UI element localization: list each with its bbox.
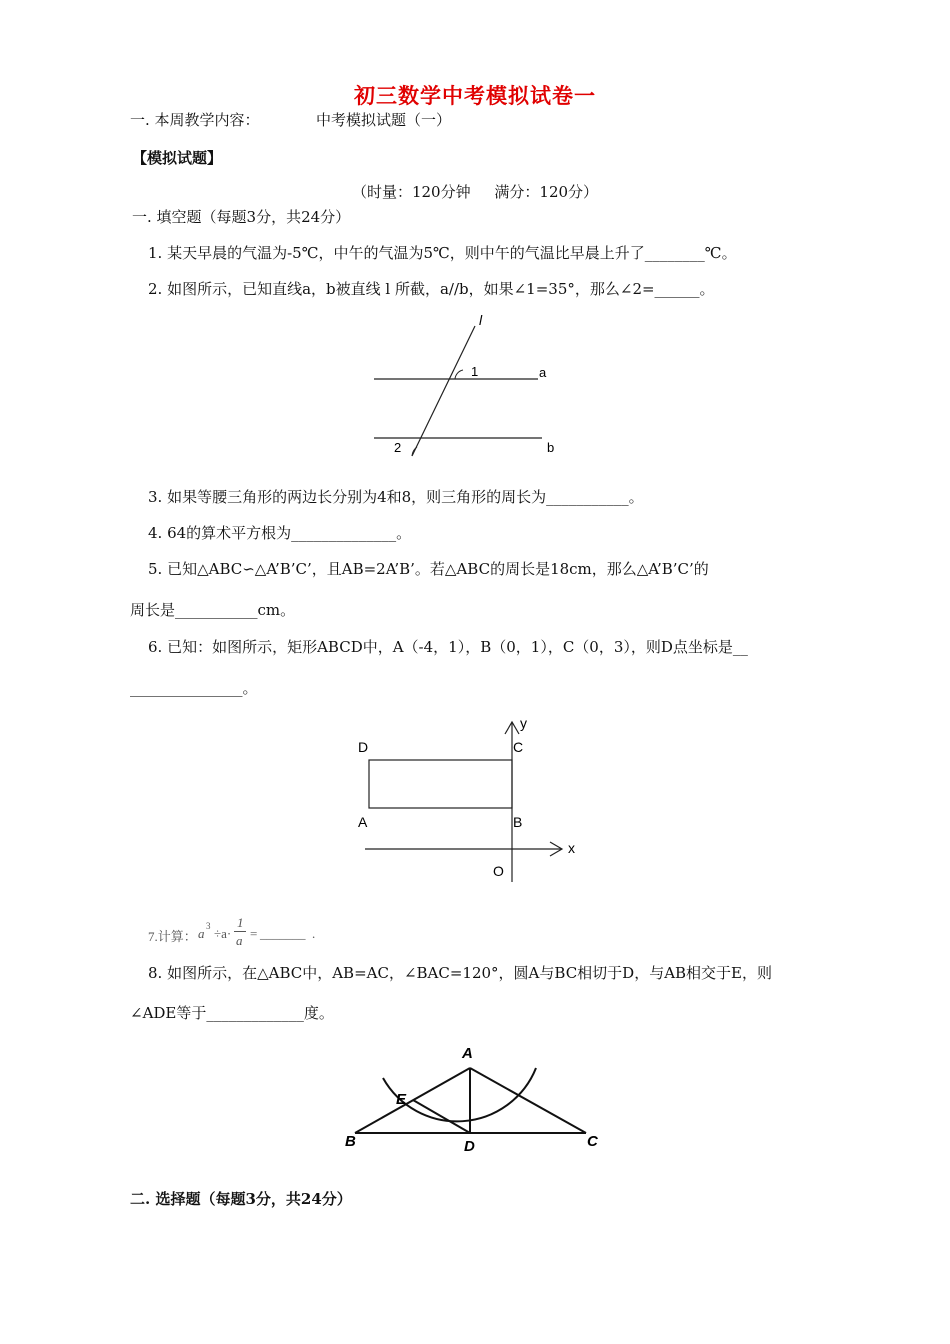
q7-prefix: 7.计算：: [148, 929, 197, 944]
question-8-line2: ∠ADE等于_____________度。: [130, 1004, 334, 1022]
line-l-label: l: [479, 312, 483, 328]
triangle-point-b: B: [345, 1133, 356, 1150]
question-6-line1: 6. 已知：如图所示，矩形ABCD中，A（-4，1），B（0，1），C（0，3），则D点坐标是__: [148, 638, 748, 656]
section1-content: 中考模拟试题（一）: [316, 111, 452, 129]
q7-variable-a: a: [198, 926, 205, 941]
question-1: 1. 某天早晨的气温为-5℃，中午的气温为5℃，则中午的气温比早晨上升了________℃。: [148, 244, 737, 262]
mock-heading: 【模拟试题】: [132, 149, 223, 167]
q7-exponent: 3: [206, 921, 211, 931]
question-6-line2: _______________。: [130, 679, 258, 697]
line-a-label: a: [539, 365, 547, 380]
point-a-label: A: [358, 814, 368, 830]
y-axis-label: y: [520, 715, 527, 731]
part2-heading: 二. 选择题（每题3分，共24分）: [130, 1190, 352, 1208]
triangle-point-e: E: [396, 1091, 407, 1108]
triangle-point-c: C: [587, 1133, 598, 1150]
origin-label: O: [493, 863, 504, 879]
question-8-line1: 8. 如图所示，在△ABC中，AB=AC，∠BAC=120°，圆A与BC相切于D，与AB相交于E，则: [148, 964, 773, 982]
q7-blank: _______: [260, 926, 306, 941]
point-c-label: C: [513, 739, 524, 755]
angle-1-label: 1: [471, 364, 479, 379]
page-title: 初三数学中考模拟试卷一: [354, 83, 596, 108]
parallel-lines-figure: [360, 308, 580, 460]
section1-label: 一. 本周教学内容：: [130, 111, 260, 129]
triangle-point-d: D: [464, 1138, 475, 1155]
q7-frac-bar: [234, 931, 246, 932]
question-2: 2. 如图所示，已知直线a，b被直线 l 所截，a//b，如果∠1=35°，那么∠2=______。: [148, 280, 715, 298]
question-5-line1: 5. 已知△ABC∽△A’B’C’，且AB=2A’B’。若△ABC的周长是18cm，那么△A’B’C’的: [148, 560, 709, 578]
triangle-point-a: A: [462, 1045, 473, 1062]
rectangle-coordinate-figure: [350, 712, 590, 882]
triangle-circle-figure: [335, 1038, 615, 1158]
question-5-line2: 周长是___________cm。: [130, 601, 296, 619]
time-info: （时量：120分钟 满分：120分）: [351, 183, 599, 201]
q7-end: .: [312, 926, 316, 941]
question-3: 3. 如果等腰三角形的两边长分别为4和8，则三角形的周长为___________。: [148, 488, 644, 506]
point-b-label: B: [513, 814, 523, 830]
q7-equals: =: [250, 926, 258, 941]
q7-divide: ÷a·: [214, 926, 232, 941]
q7-frac-den: a: [236, 933, 243, 948]
angle-2-label: 2: [394, 440, 402, 455]
point-d-label: D: [358, 739, 369, 755]
q7-frac-num: 1: [237, 915, 244, 930]
line-b-label: b: [547, 440, 555, 455]
part1-heading: 一. 填空题（每题3分，共24分）: [132, 208, 351, 226]
x-axis-label: x: [568, 840, 575, 856]
question-4: 4. 64的算术平方根为______________。: [148, 524, 412, 542]
